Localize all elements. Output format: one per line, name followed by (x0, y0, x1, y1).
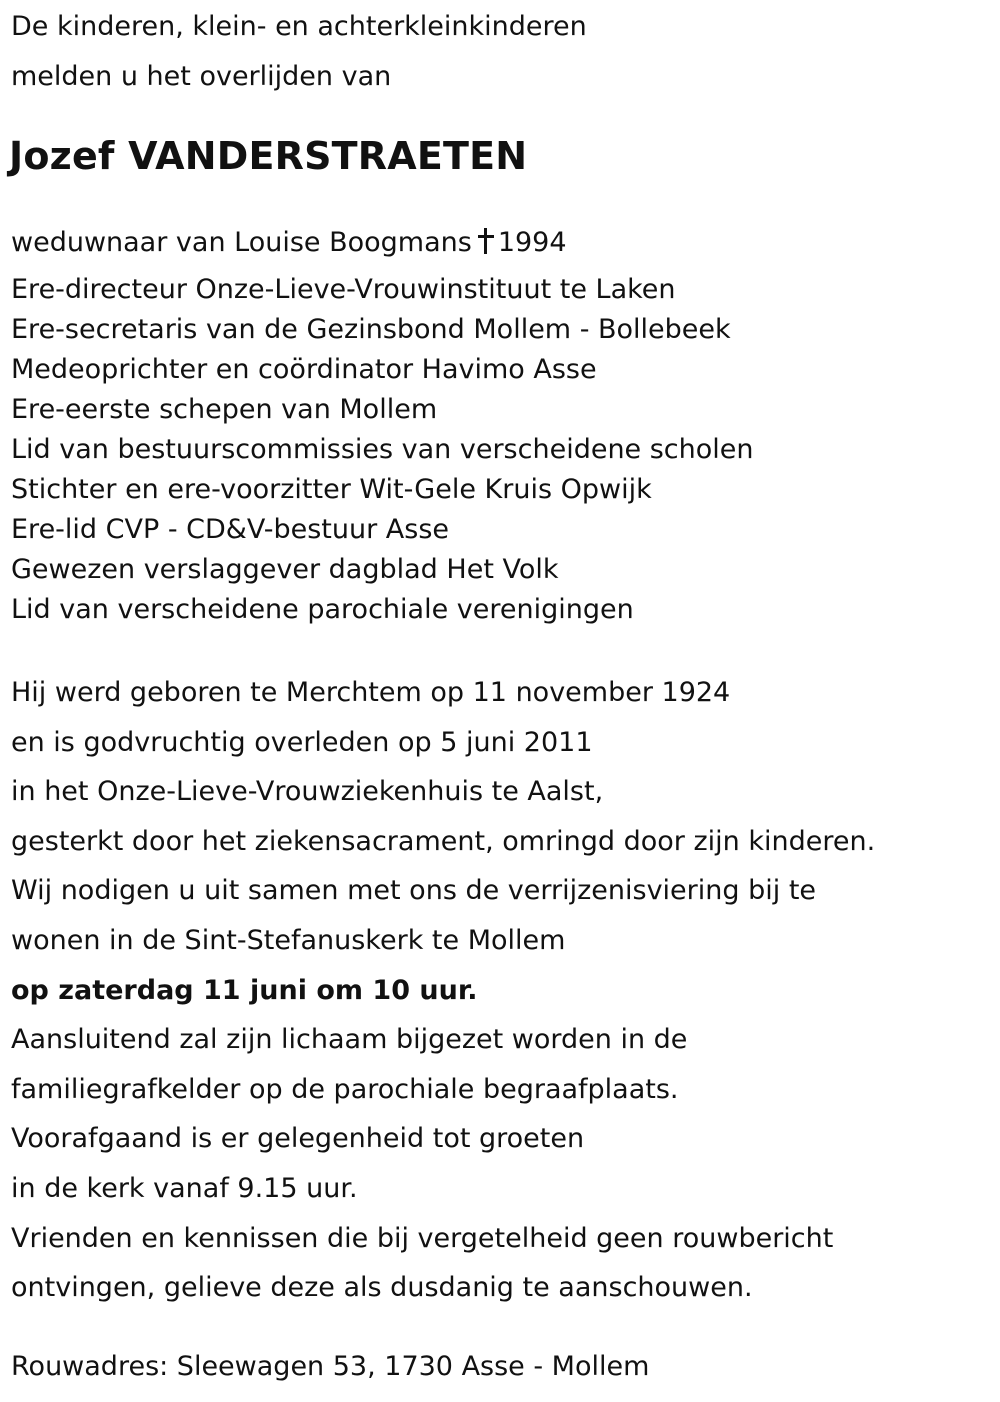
burial-line: Aansluitend zal zijn lichaam bijgezet worden in de (11, 1024, 688, 1056)
title-item: Lid van bestuurscommissies van verscheidene scholen (11, 434, 754, 465)
hospital-line: in het Onze-Lieve-Vrouwziekenhuis te Aalst, (11, 776, 604, 808)
latin-cross-icon (478, 228, 494, 254)
notice-body (11, 668, 875, 1313)
notice-line: ontvingen, gelieve deze als dusdanig te aanschouwen. (11, 1272, 753, 1304)
title-item: Stichter en ere-voorzitter Wit-Gele Kruis Opwijk (11, 474, 652, 505)
service-date-line: op zaterdag 11 juni om 10 uur. (11, 974, 478, 1006)
title-item: Ere-lid CVP - CD&V-bestuur Asse (11, 514, 450, 545)
invitation-line: Wij nodigen u uit samen met ons de verrijzenisviering bij te (11, 875, 817, 907)
birth-line: Hij werd geboren te Merchtem op 11 november 1924 (11, 677, 731, 708)
sacrament-line: gesterkt door het ziekensacrament, omringd door zijn kinderen. (11, 825, 876, 857)
intro-line: melden u het overlijden van (11, 61, 392, 92)
title-item: Medeoprichter en coördinator Havimo Asse (11, 354, 597, 385)
title-item: Gewezen verslaggever dagblad Het Volk (11, 554, 559, 585)
title-item: Lid van verscheidene parochiale verenigingen (11, 594, 634, 625)
burial-place-line: familiegrafkelder op de parochiale begraafplaats. (11, 1073, 679, 1105)
deceased-name: Jozef VANDERSTRAETEN (9, 134, 528, 178)
titles-list (11, 270, 754, 630)
mourning-address: Rouwadres: Sleewagen 53, 1730 Asse - Mollem (11, 1351, 650, 1382)
church-line: wonen in de Sint-Stefanuskerk te Mollem (11, 924, 566, 956)
spouse-line (11, 220, 567, 266)
spouse-text: weduwnaar van Louise Boogmans (11, 227, 472, 258)
title-item: Ere-directeur Onze-Lieve-Vrouwinstituut te Laken (11, 274, 676, 305)
spouse-death-year: 1994 (497, 227, 567, 258)
intro-block (11, 2, 587, 102)
greeting-line: Voorafgaand is er gelegenheid tot groeten (11, 1123, 585, 1155)
intro-line: De kinderen, klein- en achterkleinkinderen (11, 11, 587, 42)
title-item: Ere-secretaris van de Gezinsbond Mollem - Bollebeek (11, 314, 731, 345)
death-line: en is godvruchtig overleden op 5 juni 2011 (11, 726, 593, 758)
greeting-time-line: in de kerk vanaf 9.15 uur. (11, 1172, 358, 1204)
notice-line: Vrienden en kennissen die bij vergetelheid geen rouwbericht (11, 1222, 834, 1254)
title-item: Ere-eerste schepen van Mollem (11, 394, 438, 425)
